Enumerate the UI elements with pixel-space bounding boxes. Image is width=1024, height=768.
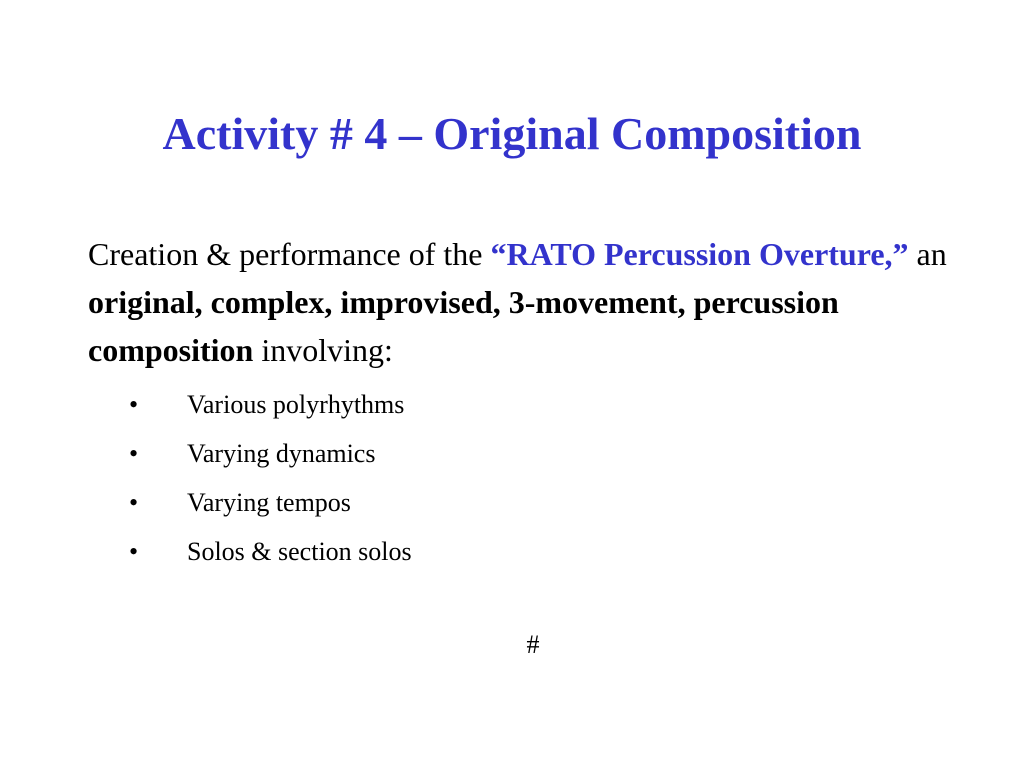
- bullet-item: [125, 380, 412, 429]
- bullet-marker: •: [129, 438, 139, 468]
- bullet-item: [125, 478, 412, 527]
- bullet-item: [125, 527, 412, 576]
- bullet-text: Various polyrhythms: [187, 389, 405, 419]
- body-text-overture-title: “RATO Percussion Overture,”: [490, 236, 909, 272]
- body-text-composition-description: original, complex, improvised, 3-movement, percussion composition: [88, 284, 839, 368]
- bullet-text: Solos & section solos: [187, 536, 412, 566]
- body-text-intro: Creation & performance of the: [88, 236, 491, 272]
- body-text-an: an: [908, 236, 947, 272]
- bullet-list: [125, 380, 412, 576]
- bullet-marker: •: [129, 487, 139, 517]
- bullet-text: Varying dynamics: [187, 438, 376, 468]
- bullet-text: Varying tempos: [187, 487, 351, 517]
- slide-title: Activity # 4 – Original Composition: [162, 108, 862, 159]
- slide-number: #: [526, 630, 540, 659]
- bullet-item: [125, 429, 412, 478]
- slide-body-paragraph: [88, 230, 948, 374]
- bullet-marker: •: [129, 389, 139, 419]
- bullet-marker: •: [129, 536, 139, 566]
- body-text-involving: involving:: [253, 332, 393, 368]
